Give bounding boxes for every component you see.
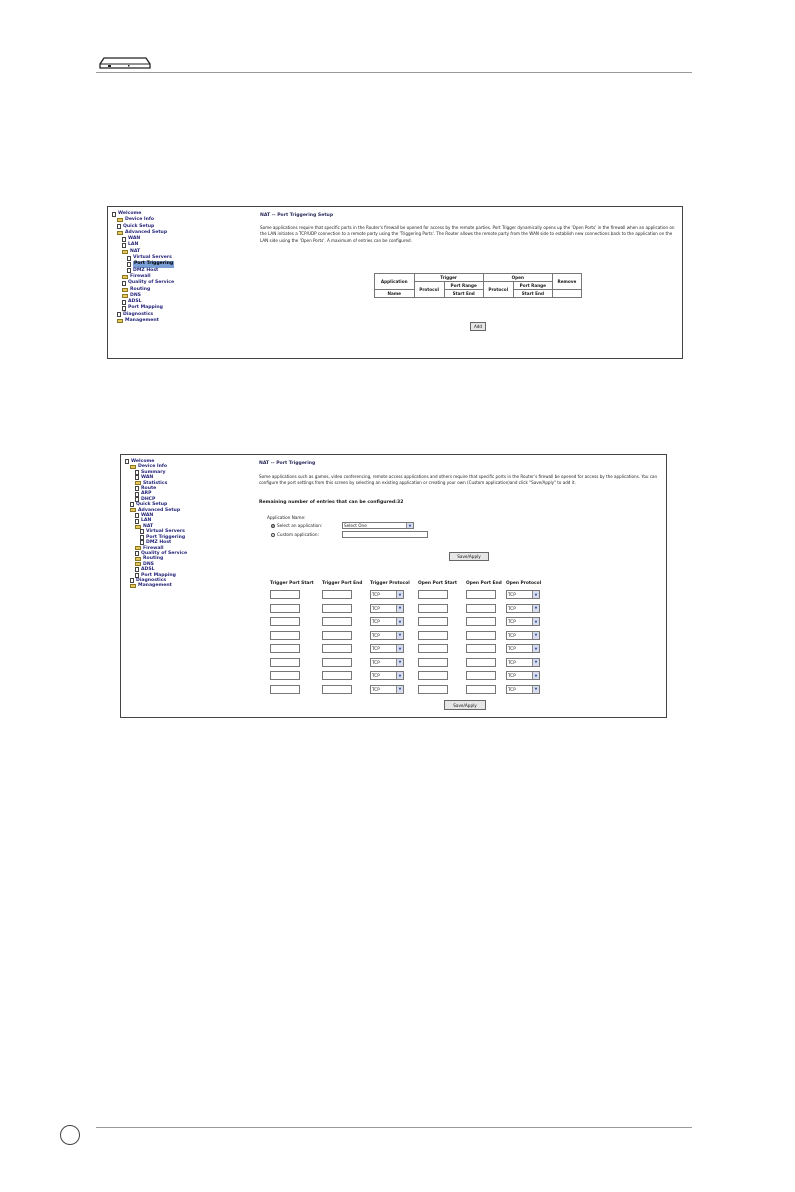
col-remove: Remove bbox=[552, 274, 581, 290]
select-application-radio[interactable] bbox=[271, 524, 275, 528]
custom-application-row bbox=[271, 532, 319, 537]
open-port-end-input[interactable] bbox=[466, 671, 496, 680]
tree-item-label: ADSL bbox=[141, 567, 155, 573]
page-icon bbox=[122, 306, 126, 311]
page-icon bbox=[122, 243, 126, 248]
chevron-down-icon: ▼ bbox=[532, 645, 539, 652]
chevron-down-icon: ▼ bbox=[532, 686, 539, 693]
open-port-start-input[interactable] bbox=[418, 685, 448, 694]
tree-item-label: Device Info bbox=[125, 217, 155, 223]
tree-item-label: Diagnostics bbox=[123, 311, 154, 317]
chevron-down-icon: ▼ bbox=[396, 686, 403, 693]
trigger-protocol-select[interactable] bbox=[370, 658, 404, 667]
tree-item-label: NAT bbox=[143, 523, 154, 529]
open-port-start-input[interactable] bbox=[418, 644, 448, 653]
tree-item-label: Device Info bbox=[138, 464, 168, 470]
chevron-down-icon: ▼ bbox=[532, 591, 539, 598]
tree-item-label: Port Triggering bbox=[134, 261, 174, 267]
col-remove-empty bbox=[552, 290, 581, 298]
page-icon bbox=[135, 475, 139, 480]
page-icon bbox=[127, 268, 131, 273]
folder-icon bbox=[135, 562, 141, 566]
tree-item-label: WAN bbox=[141, 513, 154, 519]
col-trigger-start: Start bbox=[452, 291, 465, 296]
tree-item-label: WAN bbox=[141, 475, 154, 481]
open-protocol-select[interactable] bbox=[506, 617, 540, 626]
chevron-down-icon: ▼ bbox=[396, 618, 403, 625]
trigger-protocol-select[interactable] bbox=[370, 671, 404, 680]
open-port-start-input[interactable] bbox=[418, 671, 448, 680]
trigger-port-end-input[interactable] bbox=[322, 617, 352, 626]
tree-item-label: Management bbox=[125, 318, 159, 324]
port-trigger-table bbox=[374, 273, 582, 298]
col-open-start: Start bbox=[521, 291, 534, 296]
tree-item-label: Route bbox=[141, 486, 157, 492]
trigger-port-end-input[interactable] bbox=[322, 685, 352, 694]
port-triggering-setup-screenshot bbox=[107, 206, 683, 359]
folder-icon bbox=[130, 584, 136, 588]
folder-icon bbox=[122, 288, 128, 292]
column-header: Open Port Start bbox=[418, 581, 458, 586]
tree-item-label: Quick Setup bbox=[136, 502, 168, 508]
page-icon bbox=[135, 567, 139, 572]
protocol-value: TCP bbox=[372, 619, 380, 624]
trigger-port-start-input[interactable] bbox=[270, 671, 300, 680]
open-port-start-input[interactable] bbox=[418, 631, 448, 640]
open-port-end-input[interactable] bbox=[466, 644, 496, 653]
tree-item-label: DNS bbox=[143, 561, 154, 567]
folder-icon bbox=[135, 525, 141, 529]
header-rule bbox=[96, 72, 692, 73]
folder-icon bbox=[130, 465, 136, 469]
column-header: Open Protocol bbox=[506, 581, 542, 586]
select-application-label: Select an application: bbox=[277, 523, 323, 528]
open-protocol-select[interactable] bbox=[506, 604, 540, 613]
trigger-protocol-select[interactable] bbox=[370, 604, 404, 613]
tree-item-label: Port Mapping bbox=[141, 572, 176, 578]
application-name-label: Application Name: bbox=[267, 515, 306, 520]
tree-item-label: Firewall bbox=[143, 545, 164, 551]
tree-item-label: Welcome bbox=[131, 459, 155, 464]
page-icon bbox=[140, 529, 144, 534]
router-device-icon bbox=[98, 52, 152, 72]
tree-item-label: Summary bbox=[141, 469, 166, 475]
open-protocol-select[interactable] bbox=[506, 658, 540, 667]
tree-item-label: ARP bbox=[141, 491, 152, 497]
page-icon bbox=[125, 459, 129, 464]
page-icon bbox=[140, 535, 144, 540]
column-header: Trigger Port End bbox=[322, 581, 363, 586]
open-protocol-select[interactable] bbox=[506, 685, 540, 694]
trigger-protocol-select[interactable] bbox=[370, 631, 404, 640]
tree-item-label: Management bbox=[138, 583, 172, 589]
page-icon bbox=[122, 237, 126, 242]
chevron-down-icon: ▼ bbox=[396, 645, 403, 652]
trigger-port-end-input[interactable] bbox=[322, 644, 352, 653]
col-open-port-range: Port Range bbox=[513, 282, 552, 290]
page-icon bbox=[135, 519, 139, 524]
tree-item-label: Statistics bbox=[143, 480, 168, 486]
chevron-down-icon: ▼ bbox=[406, 523, 413, 528]
chevron-down-icon: ▼ bbox=[396, 659, 403, 666]
trigger-protocol-select[interactable] bbox=[370, 617, 404, 626]
tree-item-label: DMZ Host bbox=[133, 267, 159, 273]
open-port-end-input[interactable] bbox=[466, 631, 496, 640]
open-port-start-input[interactable] bbox=[418, 590, 448, 599]
protocol-value: TCP bbox=[372, 659, 380, 665]
page-icon bbox=[117, 312, 121, 317]
tree-item-label: DNS bbox=[130, 292, 141, 298]
protocol-value: TCP bbox=[508, 686, 516, 692]
page-description: Some applications require that specific ports in the Router's firewall be opened for access by the remote parties. Port Trigger dynamically opens up the 'Open Ports' in the firewall when an application on the LAN initiates a TCP/UDP connection to a remote party using the 'Triggering Ports'. The Router allows the remote party from the WAN side to establish new connections back to the application on the LAN side using the 'Open Ports'. A maximum of entries can be configured. bbox=[260, 225, 675, 243]
page-icon bbox=[135, 470, 139, 475]
tree-item-label: Port Mapping bbox=[128, 305, 163, 311]
open-protocol-select[interactable] bbox=[506, 671, 540, 680]
tree-item-label: LAN bbox=[128, 242, 139, 248]
folder-icon bbox=[130, 508, 136, 512]
navigation-tree bbox=[125, 459, 253, 589]
trigger-port-start-input[interactable] bbox=[270, 658, 300, 667]
open-protocol-select[interactable] bbox=[506, 590, 540, 599]
application-select[interactable] bbox=[342, 522, 414, 529]
page-icon bbox=[127, 262, 131, 267]
tree-item[interactable] bbox=[112, 318, 242, 324]
trigger-port-end-input[interactable] bbox=[322, 671, 352, 680]
tree-item-label: WAN bbox=[128, 236, 141, 242]
trigger-port-end-input[interactable] bbox=[322, 590, 352, 599]
custom-application-label: Custom application: bbox=[277, 532, 319, 537]
col-trigger-port-range: Port Range bbox=[444, 282, 483, 290]
trigger-port-start-input[interactable] bbox=[270, 590, 300, 599]
tree-item-label: Quality of Service bbox=[128, 280, 175, 286]
page-number-circle bbox=[60, 1125, 80, 1145]
col-open-start-end bbox=[513, 290, 552, 298]
page-description: Some applications such as games, video conferencing, remote access applications and others require that specific ports in the Router's firewall be opened for access by the applications. You can configure the port settings from this screen by selecting an existing application or creating your own (Custom application)and click "Save/Apply" to add it. bbox=[259, 474, 658, 486]
tree-item-label: Routing bbox=[143, 556, 164, 562]
col-trigger-protocol: Protocol bbox=[414, 282, 444, 298]
col-trigger-start-end bbox=[444, 290, 483, 298]
select-application-row bbox=[271, 523, 322, 528]
chevron-down-icon: ▼ bbox=[532, 672, 539, 679]
tree-item-label: ADSL bbox=[128, 299, 142, 305]
save-apply-button-bottom[interactable]: Save/Apply bbox=[444, 700, 486, 710]
folder-icon bbox=[122, 294, 128, 298]
page-icon bbox=[135, 486, 139, 491]
open-protocol-select[interactable] bbox=[506, 631, 540, 640]
folder-icon bbox=[117, 319, 123, 323]
port-triggering-form-screenshot bbox=[120, 454, 667, 718]
col-open: Open bbox=[483, 274, 552, 282]
page-title: NAT -- Port Triggering bbox=[259, 461, 316, 466]
tree-item-label: Firewall bbox=[130, 273, 151, 279]
tree-item-label: Virtual Servers bbox=[146, 529, 185, 535]
tree-item-label: Diagnostics bbox=[136, 577, 167, 583]
page-icon bbox=[122, 281, 126, 286]
trigger-port-start-input[interactable] bbox=[270, 644, 300, 653]
tree-item-label: Welcome bbox=[118, 211, 142, 216]
protocol-value: TCP bbox=[372, 592, 380, 597]
tree-item-label: LAN bbox=[141, 518, 152, 524]
tree-item-label: DMZ Host bbox=[146, 540, 172, 546]
page-icon bbox=[135, 492, 139, 497]
col-open-protocol: Protocol bbox=[483, 282, 513, 298]
chevron-down-icon: ▼ bbox=[532, 605, 539, 612]
tree-item-label: NAT bbox=[130, 248, 141, 254]
trigger-protocol-select[interactable] bbox=[370, 644, 404, 653]
tree-item-label: Advanced Setup bbox=[138, 507, 181, 513]
col-trigger-end: End bbox=[465, 291, 475, 296]
footer-rule bbox=[96, 1127, 692, 1128]
folder-icon bbox=[135, 546, 141, 550]
column-header: Open Port End bbox=[466, 581, 502, 586]
folder-icon bbox=[117, 231, 123, 235]
tree-item[interactable] bbox=[125, 583, 253, 588]
tree-item-label: Port Triggering bbox=[146, 534, 186, 540]
protocol-value: TCP bbox=[372, 673, 380, 678]
trigger-port-end-input[interactable] bbox=[322, 604, 352, 613]
open-port-start-input[interactable] bbox=[418, 658, 448, 667]
col-name: Name bbox=[375, 290, 415, 298]
page-icon bbox=[130, 502, 134, 507]
chevron-down-icon: ▼ bbox=[396, 672, 403, 679]
tree-item-label: Quality of Service bbox=[141, 550, 188, 556]
open-protocol-select[interactable] bbox=[506, 644, 540, 653]
page-icon bbox=[135, 551, 139, 556]
protocol-value: TCP bbox=[372, 632, 380, 638]
open-port-end-input[interactable] bbox=[466, 658, 496, 667]
save-apply-button-top[interactable]: Save/Apply bbox=[449, 552, 489, 561]
page-title: NAT -- Port Triggering Setup bbox=[260, 213, 334, 218]
protocol-value: TCP bbox=[372, 605, 380, 611]
col-open-end: End bbox=[535, 291, 544, 296]
folder-icon bbox=[122, 275, 128, 279]
open-port-end-input[interactable] bbox=[466, 604, 496, 613]
trigger-port-start-input[interactable] bbox=[270, 631, 300, 640]
protocol-value: TCP bbox=[508, 632, 516, 638]
tree-item-label: Quick Setup bbox=[123, 223, 155, 229]
open-port-end-input[interactable] bbox=[466, 590, 496, 599]
remaining-entries-note: Remaining number of entries that can be configured:32 bbox=[259, 500, 404, 505]
application-select-value: Select One bbox=[344, 523, 367, 528]
custom-application-radio[interactable] bbox=[271, 533, 275, 537]
page-icon bbox=[135, 513, 139, 518]
trigger-protocol-select[interactable] bbox=[370, 685, 404, 694]
page-icon bbox=[112, 212, 116, 217]
add-button[interactable]: Add bbox=[470, 322, 486, 331]
trigger-port-end-input[interactable] bbox=[322, 658, 352, 667]
folder-icon bbox=[117, 218, 123, 222]
chevron-down-icon: ▼ bbox=[396, 632, 403, 639]
custom-application-input[interactable] bbox=[342, 531, 428, 538]
open-port-start-input[interactable] bbox=[418, 604, 448, 613]
page-icon bbox=[127, 256, 131, 261]
column-header: Trigger Protocol bbox=[370, 581, 410, 586]
trigger-protocol-select[interactable] bbox=[370, 590, 404, 599]
page-icon bbox=[117, 224, 121, 229]
folder-icon bbox=[122, 250, 128, 254]
tree-item-label: Virtual Servers bbox=[133, 255, 172, 261]
protocol-value: TCP bbox=[372, 646, 380, 651]
tree-item-label: Advanced Setup bbox=[125, 229, 168, 235]
chevron-down-icon: ▼ bbox=[396, 605, 403, 612]
navigation-tree bbox=[112, 211, 242, 324]
protocol-value: TCP bbox=[508, 673, 516, 678]
folder-icon bbox=[135, 481, 141, 485]
protocol-value: TCP bbox=[508, 619, 516, 624]
tree-item-label: Routing bbox=[130, 286, 151, 292]
chevron-down-icon: ▼ bbox=[532, 618, 539, 625]
col-trigger: Trigger bbox=[414, 274, 483, 282]
folder-icon bbox=[135, 557, 141, 561]
open-port-end-input[interactable] bbox=[466, 685, 496, 694]
col-application: Application bbox=[375, 274, 415, 290]
tree-item-label: DHCP bbox=[141, 496, 156, 502]
column-header: Trigger Port Start bbox=[270, 581, 314, 586]
chevron-down-icon: ▼ bbox=[532, 632, 539, 639]
trigger-port-end-input[interactable] bbox=[322, 631, 352, 640]
chevron-down-icon: ▼ bbox=[396, 591, 403, 598]
trigger-port-start-input[interactable] bbox=[270, 617, 300, 626]
protocol-value: TCP bbox=[508, 659, 516, 665]
chevron-down-icon: ▼ bbox=[532, 659, 539, 666]
protocol-value: TCP bbox=[508, 592, 516, 597]
protocol-value: TCP bbox=[508, 605, 516, 611]
page-icon bbox=[130, 578, 134, 583]
protocol-value: TCP bbox=[372, 686, 380, 692]
open-port-end-input[interactable] bbox=[466, 617, 496, 626]
open-port-start-input[interactable] bbox=[418, 617, 448, 626]
page-icon bbox=[122, 300, 126, 305]
trigger-port-start-input[interactable] bbox=[270, 685, 300, 694]
protocol-value: TCP bbox=[508, 646, 516, 651]
trigger-port-start-input[interactable] bbox=[270, 604, 300, 613]
